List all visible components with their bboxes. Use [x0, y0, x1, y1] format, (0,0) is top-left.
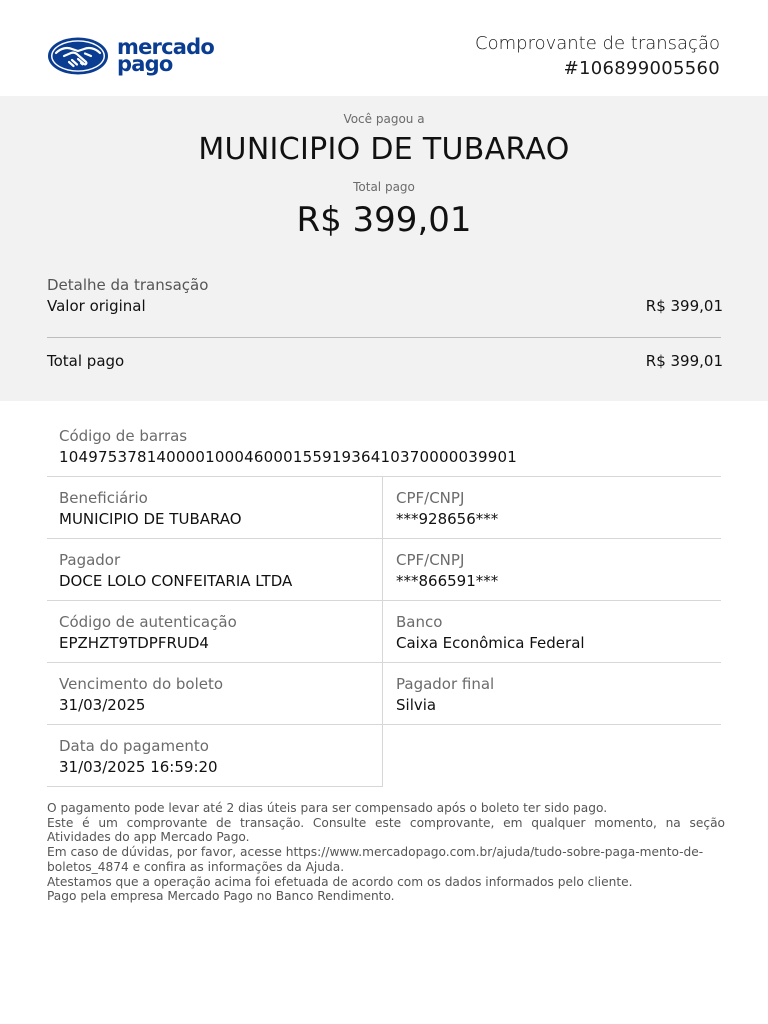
divider	[47, 337, 721, 338]
detail-row-total-paid	[47, 352, 723, 372]
transaction-detail-title: Detalhe da transação	[47, 276, 209, 294]
field-label: Banco	[396, 613, 443, 631]
final-payer-field	[383, 663, 721, 725]
field-value: 31/03/2025	[59, 696, 146, 714]
field-label: Vencimento do boleto	[59, 675, 224, 693]
payer-cpf-cnpj-field	[383, 539, 721, 601]
handshake-icon	[47, 36, 111, 76]
authentication-code-field	[47, 601, 383, 663]
barcode-label: Código de barras	[59, 427, 188, 445]
payee-name: MUNICIPIO DE TUBARAO	[198, 132, 570, 167]
note-line: Atestamos que a operação acima foi efetuada de acordo com os dados informados pelo cliente.	[47, 874, 633, 889]
brand-word-2: pago	[117, 52, 173, 76]
detail-row-original-value	[47, 297, 723, 317]
field-label: CPF/CNPJ	[396, 489, 465, 507]
due-date-field	[47, 663, 383, 725]
field-value: Caixa Econômica Federal	[396, 634, 585, 652]
paid-to-label: Você pagou a	[343, 112, 425, 126]
field-value: 31/03/2025 16:59:20	[59, 758, 218, 776]
field-label: Pagador final	[396, 675, 495, 693]
note-line: O pagamento pode levar até 2 dias úteis para ser compensado após o boleto ter sido pago.	[47, 801, 608, 815]
field-label: Data do pagamento	[59, 737, 209, 755]
field-label: Código de autenticação	[59, 613, 237, 631]
field-value: DOCE LOLO CONFEITARIA LTDA	[59, 572, 293, 590]
field-label: Beneficiário	[59, 489, 148, 507]
note-line: Em caso de dúvidas, por favor, acesse https://www.mercadopago.com.br/ajuda/tudo-sobre-paga-mento-de-boletos_4874 e confira as informações da Ajuda.	[47, 845, 704, 874]
payer-field	[47, 539, 383, 601]
beneficiary-field	[47, 477, 383, 539]
note-line: Pago pela empresa Mercado Pago no Banco Rendimento.	[47, 889, 395, 904]
receipt-number: #106899005560	[563, 58, 720, 79]
receipt-header	[0, 0, 768, 96]
bank-field	[383, 601, 721, 663]
receipt-title: Comprovante de transação	[475, 33, 720, 54]
field-label: CPF/CNPJ	[396, 551, 465, 569]
field-label: Pagador	[59, 551, 121, 569]
payment-summary	[0, 96, 768, 401]
payment-date-field	[47, 725, 383, 787]
detail-row-label: Total pago	[47, 352, 125, 370]
field-value: MUNICIPIO DE TUBARAO	[59, 510, 242, 528]
note-line: Este é um comprovante de transação. Consulte este comprovante, em qualquer momento, na seção Atividades do app Mercado Pago.	[47, 815, 725, 845]
detail-row-value: R$ 399,01	[645, 297, 723, 315]
beneficiary-cpf-cnpj-field	[383, 477, 721, 539]
barcode-value: 10497537814000010004600015591936410370000039901	[59, 448, 517, 466]
detail-row-value: R$ 399,01	[645, 352, 723, 370]
mercado-pago-logo	[47, 36, 222, 76]
total-paid-label: Total pago	[353, 180, 415, 194]
detail-row-label: Valor original	[47, 297, 146, 315]
field-value: EPZHZT9TDPFRUD4	[59, 634, 209, 652]
barcode-field	[47, 415, 721, 477]
field-value: ***866591***	[396, 572, 499, 590]
field-value: ***928656***	[396, 510, 499, 528]
field-value: Silvia	[396, 696, 437, 714]
brand-word-1: mercado	[117, 35, 214, 59]
total-paid-amount: R$ 399,01	[296, 200, 472, 240]
receipt-notes	[47, 801, 725, 904]
